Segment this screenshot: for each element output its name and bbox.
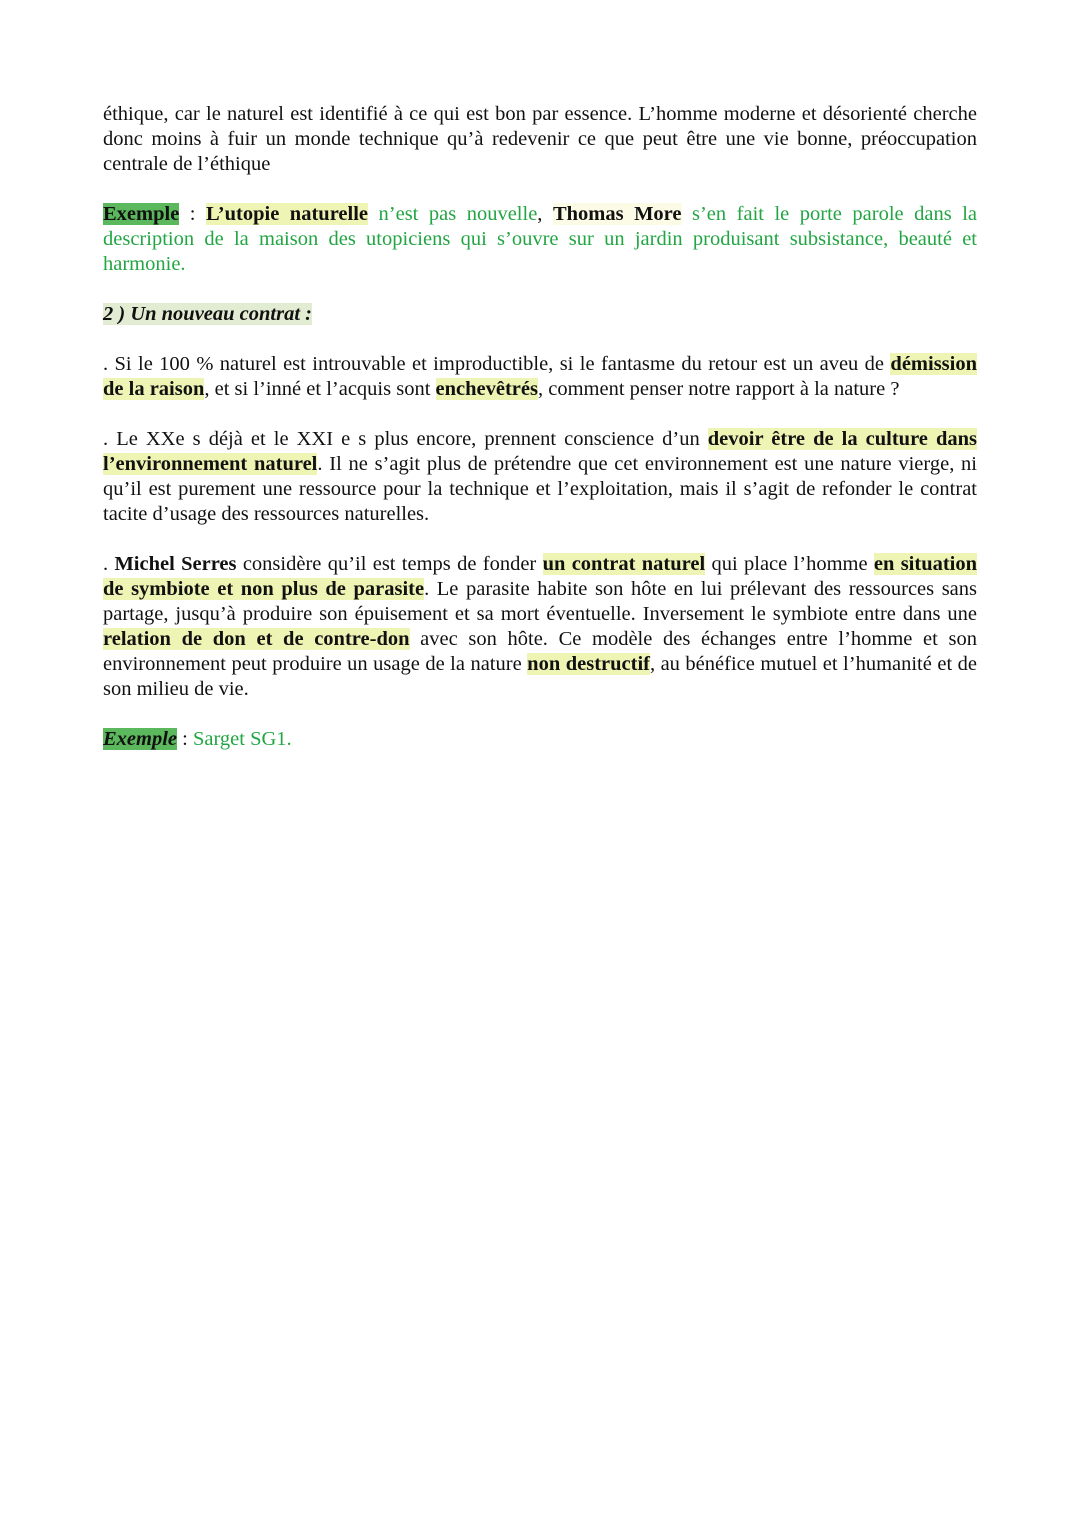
paragraph-michel-serres (103, 552, 977, 702)
highlight-utopie-naturelle: L’utopie naturelle (206, 203, 369, 225)
example-separator: : (179, 203, 207, 225)
paragraph-rapport-nature (103, 352, 977, 402)
example-reference: Sarget SG1. (192, 728, 292, 750)
highlight-non-destructif: non destructif (527, 653, 650, 675)
example-utopie (103, 202, 977, 277)
text-run: . Il ne s’agit plus de prétendre que cet environnement est une nature vierge, ni qu’il est purement une ressource pour la technique et l’exploitation, mais il s’agit de refonder le contrat tacite d’usage des ressources naturelles. (103, 453, 978, 525)
paragraph-devoir-etre (103, 427, 977, 527)
text-run: . (103, 553, 115, 575)
text-run: , et si l’inné et l’acquis sont (204, 378, 436, 400)
document-page (103, 102, 977, 777)
highlight-demission: démission de la raison (103, 353, 977, 400)
example-text-continued: s’en fait le porte parole dans la description de la maison des utopiciens qui s’ouvre sur un jardin produisant subsistance, beauté et harmonie. (103, 203, 978, 275)
text-run: . Le XXe s déjà et le XXI e s plus encore, prennent conscience d’un (103, 428, 708, 450)
example-comma: , (537, 203, 553, 225)
highlight-contrat-naturel: un contrat naturel (542, 553, 706, 575)
paragraph-ethique: éthique, car le naturel est identifié à ce qui est bon par essence. L’homme moderne et désorienté cherche donc moins à fuir un monde technique qu’à redevenir ce que peut être une vie bonne, préoccupation centrale de l’éthique (103, 103, 977, 175)
example-separator: : (177, 728, 193, 750)
highlight-thomas-more: Thomas More (552, 203, 682, 225)
highlight-symbiote: en situation de symbiote et non plus de parasite (103, 553, 978, 600)
text-run: . Si le 100 % naturel est introuvable et improductible, si le fantasme du retour est un aveu de (103, 353, 891, 375)
section-heading (103, 302, 977, 327)
example-sarget (103, 727, 977, 752)
section-title: 2 ) Un nouveau contrat : (103, 303, 313, 325)
highlight-don-contre-don: relation de don et de contre-don (103, 628, 410, 650)
text-run: , comment penser notre rapport à la nature ? (537, 378, 900, 400)
text-run: avec son hôte. Ce modèle des échanges entre l’homme et son environnement peut produire un usage de la nature (103, 628, 977, 675)
text-run: , au bénéfice mutuel et l’humanité et de son milieu de vie. (103, 653, 977, 700)
example-text: n’est pas nouvelle (368, 203, 538, 225)
highlight-devoir-etre: devoir être de la culture dans l’environnement naturel (103, 428, 978, 475)
text-run: qui place l’homme (705, 553, 874, 575)
name-michel-serres: Michel Serres (114, 553, 237, 575)
example-label: Exemple (103, 203, 180, 225)
example-label: Exemple (103, 728, 178, 750)
highlight-enchevetres: enchevêtrés (435, 378, 538, 400)
text-run: . Le parasite habite son hôte en lui prélevant des ressources sans partage, jusqu’à produire son épuisement et sa mort éventuelle. Inversement le symbiote entre dans une (103, 578, 977, 625)
text-run: considère qu’il est temps de fonder (236, 553, 543, 575)
